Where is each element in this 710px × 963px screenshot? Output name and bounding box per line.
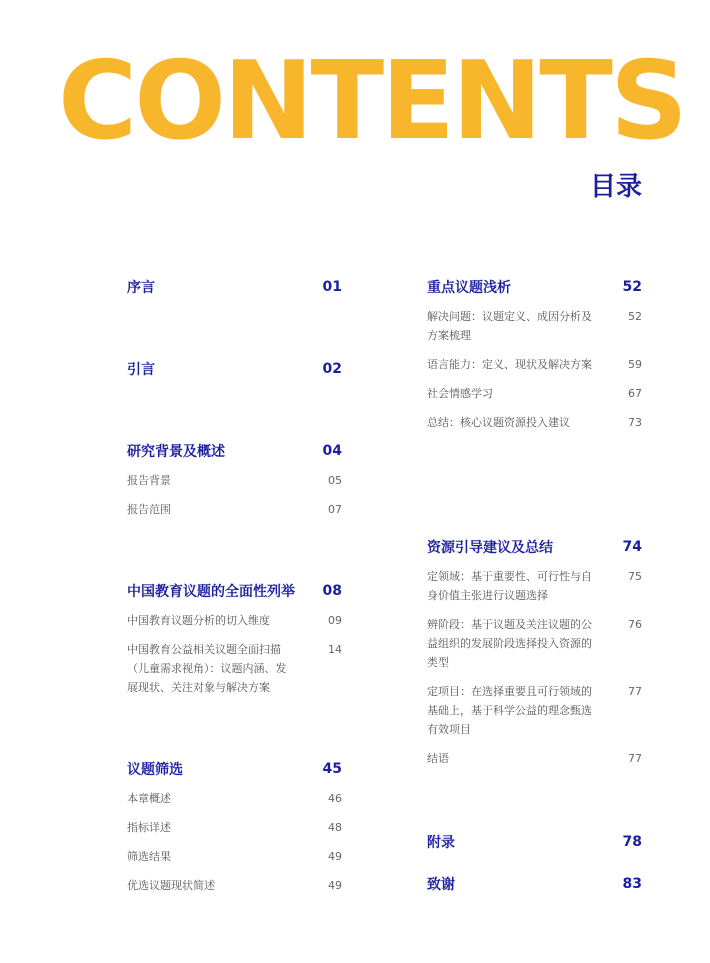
item-page: 59 bbox=[628, 358, 642, 371]
item-label: 指标详述 bbox=[127, 821, 171, 834]
toc-section-introduction[interactable] bbox=[127, 359, 342, 379]
item-page: 09 bbox=[328, 614, 342, 627]
item-label: 总结：核心议题资源投入建议 bbox=[427, 416, 570, 429]
item-page: 52 bbox=[628, 310, 642, 323]
section-page: 45 bbox=[322, 761, 342, 777]
toc-item[interactable] bbox=[127, 611, 342, 630]
section-page: 74 bbox=[622, 539, 642, 555]
item-page: 49 bbox=[328, 850, 342, 863]
item-page: 67 bbox=[628, 387, 642, 400]
section-title: 议题筛选 bbox=[127, 762, 183, 778]
toc-item[interactable] bbox=[127, 847, 342, 866]
toc-item[interactable] bbox=[427, 355, 642, 374]
section-title: 引言 bbox=[127, 362, 155, 378]
item-label: 社会情感学习 bbox=[427, 387, 493, 400]
item-page: 46 bbox=[328, 792, 342, 805]
section-title: 致谢 bbox=[427, 877, 455, 893]
item-label: 本章概述 bbox=[127, 792, 171, 805]
item-label: 优选议题现状简述 bbox=[127, 879, 215, 892]
item-label: 辨阶段：基于议题及关注议题的公益组织的发展阶段选择投入资源的类型 bbox=[427, 618, 592, 669]
item-page: 75 bbox=[628, 570, 642, 583]
toc-item[interactable] bbox=[427, 307, 642, 345]
section-page: 08 bbox=[322, 583, 342, 599]
section-title: 附录 bbox=[427, 835, 455, 851]
toc-item[interactable] bbox=[127, 500, 342, 519]
toc-section-preface[interactable] bbox=[127, 277, 342, 297]
section-title: 研究背景及概述 bbox=[127, 444, 225, 460]
toc-item[interactable] bbox=[427, 413, 642, 432]
toc-section-key-issues[interactable] bbox=[427, 277, 642, 432]
toc-section-background[interactable] bbox=[127, 441, 342, 519]
toc-item[interactable] bbox=[427, 749, 642, 768]
item-page: 77 bbox=[628, 685, 642, 698]
section-title: 序言 bbox=[127, 280, 155, 296]
item-page: 76 bbox=[628, 618, 642, 631]
toc-section-issue-list[interactable] bbox=[127, 581, 342, 697]
item-page: 14 bbox=[328, 643, 342, 656]
section-page: 52 bbox=[622, 279, 642, 295]
toc-item[interactable] bbox=[127, 640, 342, 697]
contents-title: CONTENTS bbox=[58, 39, 685, 164]
item-page: 73 bbox=[628, 416, 642, 429]
toc-subtitle: 目录 bbox=[589, 172, 642, 202]
toc-section-resource-guidance[interactable] bbox=[427, 537, 642, 768]
section-page: 78 bbox=[622, 834, 642, 850]
item-label: 语言能力：定义、现状及解决方案 bbox=[427, 358, 592, 371]
item-label: 解决问题：议题定义、成因分析及方案梳理 bbox=[427, 310, 592, 342]
item-label: 报告背景 bbox=[127, 474, 171, 487]
item-page: 77 bbox=[628, 752, 642, 765]
item-page: 07 bbox=[328, 503, 342, 516]
toc-item[interactable] bbox=[427, 615, 642, 672]
item-page: 05 bbox=[328, 474, 342, 487]
toc-item[interactable] bbox=[427, 567, 642, 605]
item-label: 定项目：在选择重要且可行领域的基础上，基于科学公益的理念甄选有效项目 bbox=[427, 685, 592, 736]
section-page: 83 bbox=[622, 876, 642, 892]
section-title: 中国教育议题的全面性列举 bbox=[127, 584, 295, 600]
section-title: 资源引导建议及总结 bbox=[427, 540, 553, 556]
section-page: 04 bbox=[322, 443, 342, 459]
item-label: 结语 bbox=[427, 752, 449, 765]
toc-item[interactable] bbox=[427, 682, 642, 739]
toc-section-acknowledgements[interactable] bbox=[427, 874, 642, 894]
section-page: 01 bbox=[322, 279, 342, 295]
toc-item[interactable] bbox=[427, 384, 642, 403]
item-page: 49 bbox=[328, 879, 342, 892]
toc-item[interactable] bbox=[127, 471, 342, 490]
item-label: 报告范围 bbox=[127, 503, 171, 516]
toc-section-appendix[interactable] bbox=[427, 832, 642, 852]
item-label: 定领域：基于重要性、可行性与自身价值主张进行议题选择 bbox=[427, 570, 592, 602]
toc-section-screening[interactable] bbox=[127, 759, 342, 895]
toc-item[interactable] bbox=[127, 876, 342, 895]
item-label: 中国教育公益相关议题全面扫描（儿童需求视角）：议题内涵、发展现状、关注对象与解决方案 bbox=[127, 643, 287, 694]
item-page: 48 bbox=[328, 821, 342, 834]
section-title: 重点议题浅析 bbox=[427, 280, 511, 296]
toc-item[interactable] bbox=[127, 789, 342, 808]
section-page: 02 bbox=[322, 361, 342, 377]
toc-item[interactable] bbox=[127, 818, 342, 837]
item-label: 筛选结果 bbox=[127, 850, 171, 863]
item-label: 中国教育议题分析的切入维度 bbox=[127, 614, 270, 627]
